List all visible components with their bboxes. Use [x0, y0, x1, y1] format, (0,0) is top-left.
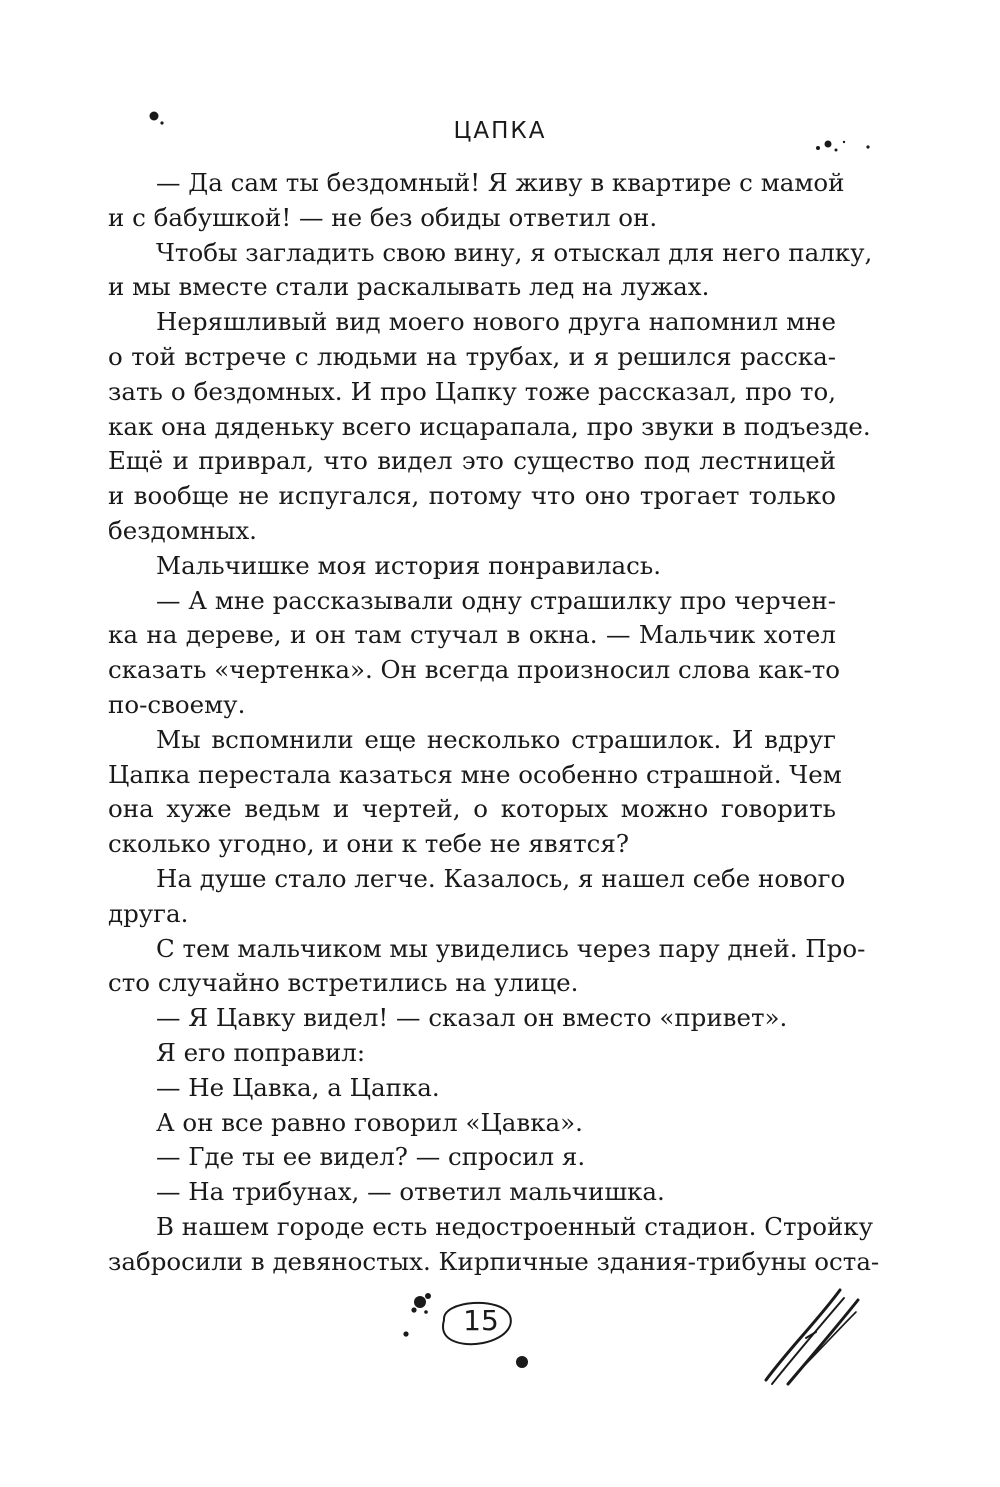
text-line: В нашем городе есть недостроенный стадион. Стройку — [156, 1211, 874, 1241]
text-line: Мальчишке моя история понравилась. — [156, 550, 662, 580]
text-line: Чтобы загладить свою вину, я отыскал для него палку, — [156, 237, 873, 267]
page-folio — [392, 1290, 542, 1370]
text-line: как она дяденьку всего исцарапала, про звуки в подъезде. — [108, 411, 871, 441]
text-line: — А мне рассказывали одну страшилку про черчен- — [156, 585, 836, 615]
text-line: сто случайно встретились на улице. — [108, 968, 579, 998]
text-line: На душе стало легче. Казалось, я нашел себе нового — [156, 863, 846, 893]
text-line: забросили в девяностых. Кирпичные здания-трибуны оста- — [108, 1246, 880, 1276]
body-text — [108, 166, 880, 1280]
text-line: А он все равно говорил «Цавка». — [156, 1107, 583, 1137]
text-line: сколько угодно, и они к тебе не явятся? — [108, 829, 629, 859]
text-line: сказать «чертенка». Он всегда произносил слова как-то — [108, 655, 841, 685]
text-line: ка на дереве, и он там стучал в окна. — Мальчик хотел — [108, 620, 836, 650]
text-line: она хуже ведьм и чертей, о которых можно говорить — [108, 794, 836, 824]
text-line: — На трибунах, — ответил мальчишка. — [156, 1177, 665, 1207]
text-line: — Где ты ее видел? — спросил я. — [156, 1142, 586, 1172]
text-line: Я его поправил: — [156, 1037, 366, 1067]
claw-scratch-marks — [758, 1280, 868, 1390]
text-line: и вообще не испугался, потому что оно трогает только — [108, 481, 836, 511]
text-line: Ещё и приврал, что видел это существо под лестницей — [108, 446, 836, 476]
page-number: 15 — [463, 1304, 499, 1337]
text-line: Мы вспомнили еще несколько страшилок. И вдруг — [156, 724, 836, 754]
text-line: — Да сам ты бездомный! Я живу в квартире с мамой — [156, 168, 845, 197]
text-line: о той встрече с людьми на трубах, и я решился расска- — [108, 341, 836, 371]
text-line: друга. — [108, 898, 189, 928]
text-line: и мы вместе стали раскалывать лед на лужах. — [108, 272, 710, 302]
text-line: — Не Цавка, а Цапка. — [156, 1072, 440, 1102]
text-line: бездомных. — [108, 515, 257, 545]
text-line: Цапка перестала казаться мне особенно страшной. Чем — [108, 759, 842, 789]
text-line: зать о бездомных. И про Цапку тоже рассказал, про то, — [108, 376, 836, 406]
ink-splatter-top-right — [808, 132, 878, 162]
text-line: и с бабушкой! — не без обиды ответил он. — [108, 202, 658, 232]
text-line: — Я Цавку видел! — сказал он вместо «привет». — [156, 1003, 788, 1033]
text-line: Неряшливый вид моего нового друга напомнил мне — [156, 307, 836, 337]
running-head: ЦАПКА — [453, 118, 547, 144]
text-line: по-своему. — [108, 689, 246, 719]
text-line: С тем мальчиком мы увиделись через пару дней. Про- — [156, 933, 866, 963]
